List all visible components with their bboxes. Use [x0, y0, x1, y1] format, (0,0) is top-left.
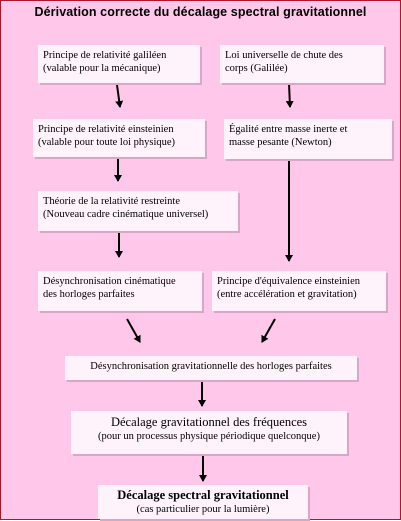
box-kinematic-desync — [38, 271, 202, 311]
box-gravitational-desync — [65, 356, 357, 380]
box-line: Décalage gravitationnel des fréquences — [110, 415, 308, 429]
box-line: (Nouveau cadre cinématique universel) — [43, 209, 209, 220]
box-equivalence-principle — [212, 271, 386, 311]
box-mass-equality — [224, 119, 392, 159]
arrow-equivalence-to-grav-desync — [262, 319, 275, 342]
box-galilean-relativity — [38, 45, 200, 83]
box-einstein-relativity — [33, 119, 205, 157]
box-line: Principe de relativité galiléen — [43, 50, 167, 61]
arrow-fall-to-mass — [289, 83, 290, 107]
box-line: des horloges parfaites — [43, 289, 135, 300]
box-line: corps (Galilée) — [225, 63, 288, 74]
box-line: Principe de relativité einsteinien — [38, 124, 174, 135]
box-line: (valable pour la mécanique) — [43, 63, 161, 74]
box-line: Décalage spectral gravitationnel — [117, 488, 289, 502]
box-line: Théorie de la relativité restreinte — [43, 196, 181, 207]
arrow-kinematic-to-grav-desync — [127, 319, 140, 342]
box-line: masse pesante (Newton) — [229, 137, 332, 148]
box-line: Désynchronisation cinématique — [43, 276, 176, 287]
box-frequency-shift — [71, 411, 347, 454]
box-universal-fall — [220, 45, 384, 83]
box-line: Égalité entre masse inerte et — [229, 124, 348, 135]
box-gravitational-redshift — [98, 485, 308, 519]
box-line: (cas particulier pour la lumière) — [136, 504, 270, 515]
box-line: Désynchronisation gravitationnelle des horloges parfaites — [90, 361, 332, 372]
diagram-title: Dérivation correcte du décalage spectral gravitationnel — [34, 5, 367, 19]
box-line: (pour un processus physique périodique quelconque) — [98, 431, 320, 442]
box-special-relativity — [38, 191, 238, 231]
arrow-galilean-to-einstein — [117, 85, 120, 107]
box-line: (entre accélération et gravitation) — [217, 289, 357, 300]
box-line: (valable pour toute loi physique) — [38, 137, 176, 148]
box-line: Loi universelle de chute des — [225, 50, 343, 61]
box-line: Principe d'équivalence einsteinien — [217, 276, 361, 287]
